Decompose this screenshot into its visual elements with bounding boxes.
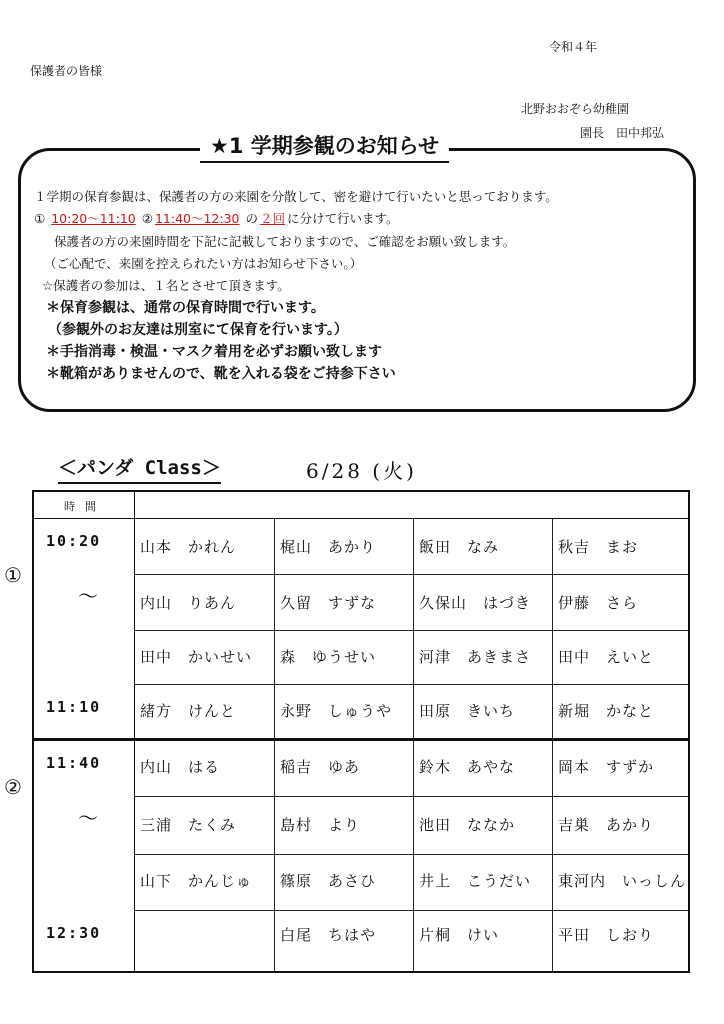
student-name: 田中 えいと (558, 648, 655, 666)
count-prefix: の (245, 211, 258, 226)
row-divider (134, 854, 688, 855)
row-divider (134, 684, 688, 685)
notice-bullet1-sub: （参観外のお友達は別室にて保育を行います。） (48, 322, 348, 338)
student-name: 新堀 かなと (558, 702, 655, 720)
notice-bullet2: ＊手指消毒・検温・マスク着用を必ずお願い致します (46, 344, 382, 360)
slot2-mark: ② (141, 211, 153, 226)
slot1-marker: ① (4, 563, 22, 587)
student-name: 池田 ななか (419, 816, 516, 834)
row-divider (134, 910, 688, 911)
column-divider (274, 518, 275, 971)
slot2-range-mark: ～ (78, 806, 98, 830)
schedule-suffix: に分けて行います。 (287, 211, 399, 226)
slot1-start-time: 10:20 (46, 532, 102, 550)
row-divider (134, 574, 688, 575)
student-name: 三浦 たくみ (140, 816, 237, 834)
notice-line5: ☆保護者の参加は、１名とさせて頂きます。 (42, 278, 290, 293)
time-column-divider (134, 492, 135, 971)
student-name: 吉巣 あかり (558, 816, 655, 834)
student-name: 東河内 いっしん (558, 872, 687, 890)
session-count: ２回 (260, 211, 286, 226)
slot1-time: 10:20～11:10 (51, 211, 136, 226)
column-divider (413, 518, 414, 971)
notice-intro: １学期の保育参観は、保護者の方の来園を分散して、密を避けて行いたいと思っております。 (34, 189, 558, 204)
student-name: 久留 すずな (280, 594, 377, 612)
student-name: 内山 はる (140, 758, 221, 776)
school-name: 北野おおぞら幼稚園 (521, 102, 630, 116)
slot1-range-mark: ～ (78, 584, 98, 608)
student-name: 田中 かいせい (140, 648, 253, 666)
student-name: 平田 しおり (558, 926, 655, 944)
student-name: 白尾 ちはや (280, 926, 377, 944)
notice-title: ★1 学期参観のお知らせ (200, 131, 449, 163)
slot2-start-time: 11:40 (46, 754, 102, 772)
addressee: 保護者の皆様 (30, 64, 103, 78)
notice-bullet1: ＊保育参観は、通常の保育時間で行います。 (46, 300, 325, 316)
schedule-table (32, 490, 690, 973)
student-name: 島村 より (280, 816, 361, 834)
student-name: 梶山 あかり (280, 538, 377, 556)
slot2-marker: ② (4, 775, 22, 799)
student-name: 河津 あきまさ (419, 648, 532, 666)
student-name: 鈴木 あやな (419, 758, 516, 776)
notice-schedule (34, 209, 401, 227)
student-name: 永野 しゅうや (280, 702, 393, 720)
student-name: 山下 かんじゅ (140, 872, 253, 890)
class-label: ＜パンダ Class＞ (58, 453, 221, 484)
student-name: 緒方 けんと (140, 702, 237, 720)
student-name: 秋吉 まお (558, 538, 639, 556)
student-name: 飯田 なみ (419, 538, 500, 556)
student-name: 森 ゆうせい (280, 648, 377, 666)
student-name: 片桐 けい (419, 926, 500, 944)
time-header: 時間 (64, 500, 106, 513)
slot1-end-time: 11:10 (46, 698, 102, 716)
era-date: 令和４年 (549, 40, 598, 54)
student-name: 篠原 あさひ (280, 872, 377, 890)
slot1-mark: ① (34, 211, 46, 226)
student-name: 岡本 すずか (558, 758, 655, 776)
column-divider (552, 518, 553, 971)
notice-line4: （ご心配で、来園を控えられたい方はお知らせ下さい。） (44, 256, 363, 271)
principal-name: 園長 田中邦弘 (580, 126, 665, 140)
class-date: 6/28 (火) (306, 459, 417, 483)
student-name: 田原 きいち (419, 702, 516, 720)
student-name: 内山 りあん (140, 594, 237, 612)
student-name: 伊藤 さら (558, 594, 639, 612)
student-name: 井上 こうだい (419, 872, 532, 890)
notice-bullet3: ＊靴箱がありませんので、靴を入れる袋をご持参下さい (46, 366, 396, 382)
notice-line3: 保護者の方の来園時間を下記に記載しておりますので、ご確認をお願い致します。 (54, 234, 516, 249)
student-name: 稲吉 ゆあ (280, 758, 361, 776)
student-name: 久保山 はづき (419, 594, 532, 612)
row-divider (134, 796, 688, 797)
slot2-time: 11:40～12:30 (154, 211, 240, 226)
header-divider (34, 518, 688, 519)
student-name: 山本 かれん (140, 538, 237, 556)
slot-divider (34, 738, 688, 741)
row-divider (134, 630, 688, 631)
slot2-end-time: 12:30 (46, 924, 102, 942)
